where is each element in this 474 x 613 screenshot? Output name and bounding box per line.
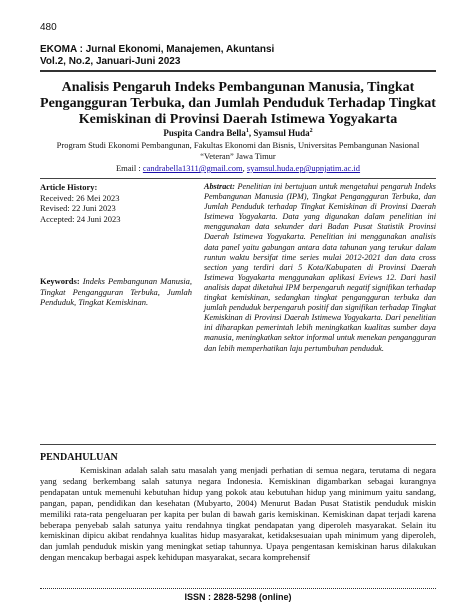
- affiliation: Program Studi Ekonomi Pembangunan, Fakultas Ekonomi dan Bisnis, Universitas Pembangunan Nasional “Veteran” Jawa Timur: [56, 140, 420, 161]
- email-link-1[interactable]: candrabella1311@gmail.com: [142, 163, 243, 173]
- author-1: Puspita Candra Bella: [163, 128, 246, 138]
- section-heading: PENDAHULUAN: [40, 452, 118, 463]
- keywords-heading: Keywords:: [40, 276, 80, 286]
- page-number: 480: [40, 22, 57, 33]
- history-revised: Revised: 22 Juni 2023: [40, 203, 116, 213]
- author-1-sup: 1: [245, 128, 249, 134]
- journal-name: EKOMA : Jurnal Ekonomi, Manajemen, Akuntansi: [40, 44, 275, 55]
- keywords-text: Indeks Pembangunan Manusia, Tingkat Pengangguran Terbuka, Jumlah Penduduk, Tingkat Kemiskinan.: [40, 276, 192, 307]
- abstract: [204, 182, 436, 354]
- author-2: Syamsul Huda: [253, 128, 310, 138]
- history-accepted: Accepted: 24 Juni 2023: [40, 213, 121, 224]
- author-line: [40, 128, 436, 138]
- email-sep: ,: [242, 163, 247, 173]
- abstract-text: Penelitian ini bertujuan untuk mengetahui pengaruh Indeks Pembangunan Manusia (IPM), Tingkat Pengangguran Terbuka, dan Jumlah Penduduk terhadap Tingkat Kemiskinan di Provinsi Daerah Istimewa Yogyakarta. Data yang digunakan dalam penelitian ini menggunakan data sekunder dari Badan Pusat Statistik Provinsi Daerah Istimewa Yogyakarta. Penelitian ini menggunakan analisis data panel yaitu gabungan antara data tahunan yang terukur dalam runtun waktu bersifat time series mulai 2012-2021 dan data cross section yang terdiri dari 5 Kota/Kabupaten di Provinsi Daerah Istimewa Yogyakarta menggunakan aplikasi Eviews 12. Dari hasil analisis dapat diketahui IPM berpengaruh negatif signifikan terhadap tingkat kemiskinan, sedangkan tingkat pengangguran terbuka dan jumlah penduduk berpengaruh positif dan signifikan terhadap Tingkat Kemiskinan di Provinsi Daerah Istimewa Yogyakarta. Dari penelitian ini diharapkan pemerintah lebih meningkatkan kualitas sumber daya manusia, meningkatkan sektor informal untuk menekan pengangguran dan lebih memperhatikan laju pertumbuhan penduduk.: [204, 182, 436, 353]
- history-heading: Article History:: [40, 182, 98, 192]
- abstract-heading: Abstract:: [204, 182, 235, 191]
- body-paragraph: Kemiskinan adalah salah satu masalah yang menjadi perhatian di semua negara, terutama di negara yang sedang berkembang salah satunya negara Indonesia. Kemiskinan digambarkan sebagai kurangnya pendapatan untuk memenuhi kebutuhan hidup yang pokok atau kebutuhan hidup yang minimum yaitu sandang, pangan, papan, pendidikan dan kesehatan (Mubyarto, 2004) Menurut Badan Pusat Statistik penduduk miskin memiliki rata-rata pengeluaran per kapita per bulan di bawah garis kemiskinan. Kemiskinan dapat terjadi karena beberapa penyebab salah satunya yaitu rendahnya tingkat pendapatan yang diperoleh masyarakat. Selain itu kemiskinan dipicu akibat rendahnya kualitas hidup masyarakat, ketidaksesuaian upah minimum yang diperoleh, dan jumlah penduduk miskin yang meningkat setiap tahunnya. Upaya pengentasan kemiskinan harus dilakukan dengan mencakup berbagai aspek kehidupan masyarakat, secara komprehensif: [40, 465, 436, 563]
- keywords: [40, 276, 192, 308]
- body-text: [40, 465, 436, 563]
- article-title: Analisis Pengaruh Indeks Pembangunan Manusia, Tingkat Pengangguran Terbuka, dan Jumlah Penduduk Terhadap Tingkat Kemiskinan di Provinsi Daerah Istimewa Yogyakarta: [40, 80, 436, 127]
- footer-rule: [40, 588, 436, 589]
- article-history: [40, 182, 192, 224]
- history-received: Received: 26 Mei 2023: [40, 192, 120, 203]
- email-label: Email :: [115, 163, 143, 173]
- footer-issn: ISSN : 2828-5298 (online): [184, 592, 292, 602]
- abstract-bottom-rule: [40, 444, 436, 445]
- author-2-sup: 2: [309, 128, 313, 134]
- journal-header: [40, 44, 274, 68]
- email-line: [40, 163, 436, 173]
- journal-volume: Vol.2, No.2, Januari-Juni 2023: [40, 56, 181, 67]
- author-separator: ,: [248, 128, 254, 138]
- header-rule: [40, 70, 436, 72]
- email-link-2[interactable]: syamsul.huda.ep@upnjatim.ac.id: [246, 163, 361, 173]
- info-rule: [40, 178, 436, 179]
